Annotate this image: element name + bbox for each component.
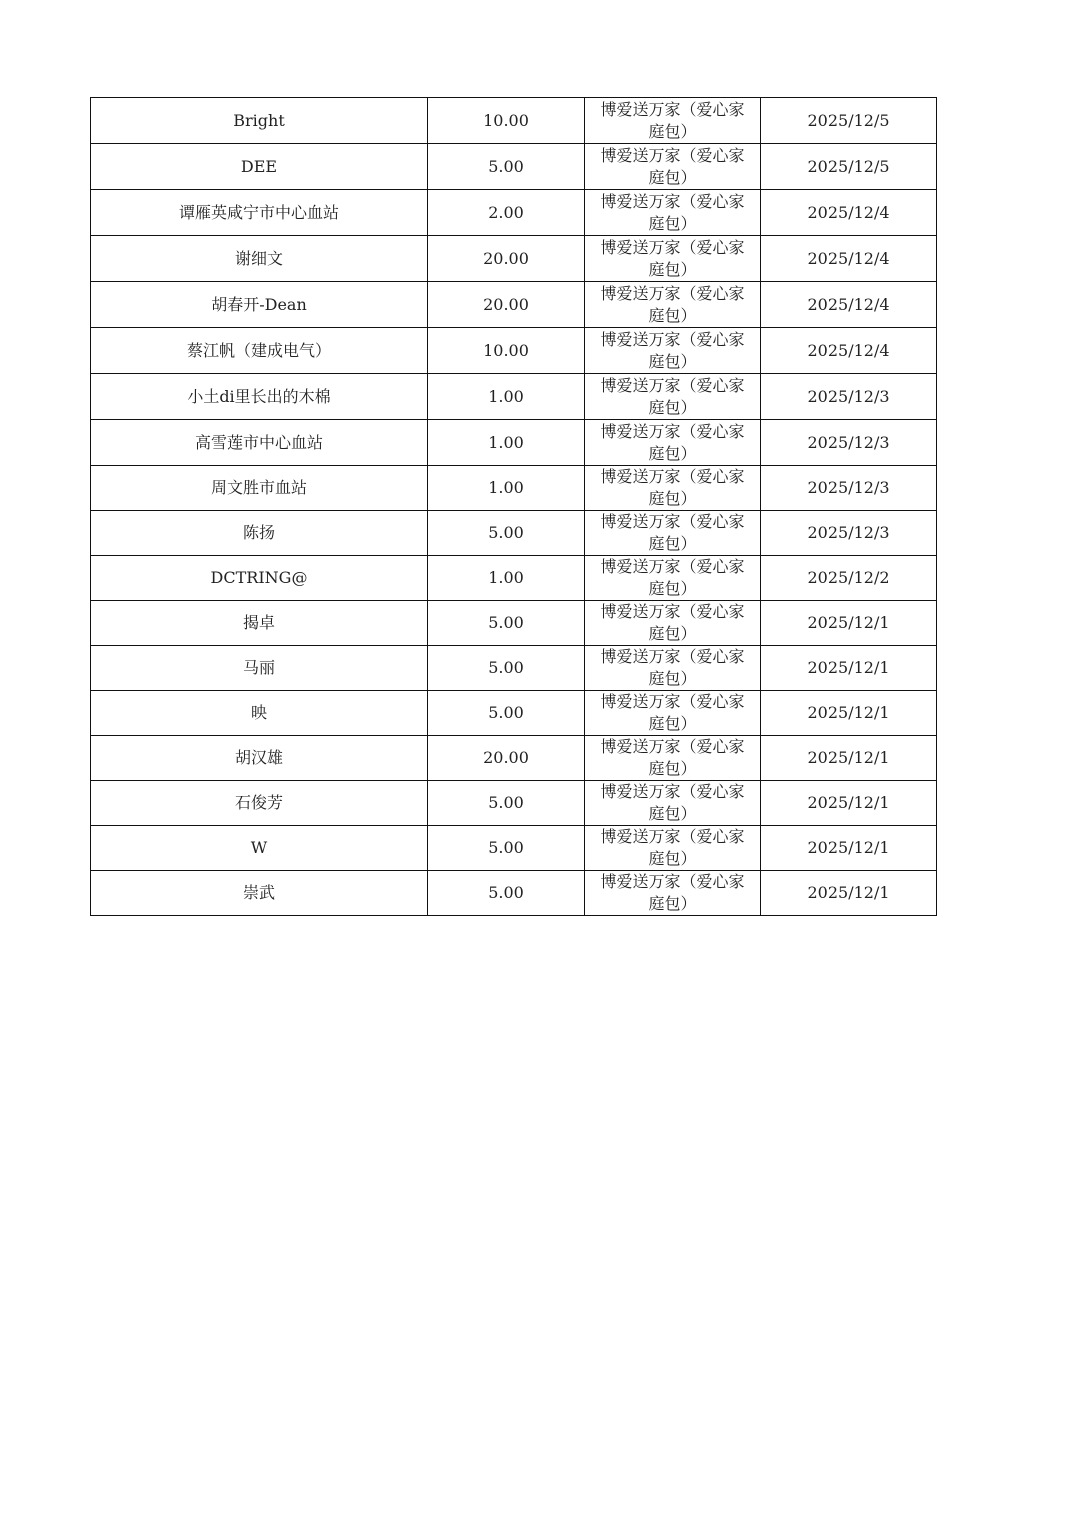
purpose-line-2: 庭包） [648,489,697,508]
amount-cell: 20.00 [428,236,585,282]
table-row [91,466,937,511]
amount-cell: 5.00 [428,601,585,646]
donor-name-cell: 胡汉雄 [91,736,428,781]
purpose-line-1: 博爱送万家（爱心家 [600,145,745,165]
purpose-line-2: 庭包） [648,121,697,141]
purpose-cell [585,511,761,556]
date-cell: 2025/12/3 [761,511,937,556]
purpose-line-1: 博爱送万家（爱心家 [600,237,745,257]
amount-cell: 5.00 [428,826,585,871]
purpose-cell [585,466,761,511]
amount-cell: 5.00 [428,646,585,691]
donor-name-cell: DEE [91,144,428,190]
table-row [91,691,937,736]
donor-name-cell: DCTRING@ [91,556,428,601]
amount-cell: 5.00 [428,781,585,826]
purpose-cell [585,144,761,190]
purpose-line-1: 博爱送万家（爱心家 [600,99,745,119]
table-row [91,556,937,601]
amount-cell: 5.00 [428,691,585,736]
table-row [91,601,937,646]
table-row [91,374,937,420]
purpose-line-2: 庭包） [648,849,697,868]
table-row [91,98,937,144]
donor-name-cell: 石俊芳 [91,781,428,826]
donor-name-cell: 谭雁英咸宁市中心血站 [91,190,428,236]
table-row [91,736,937,781]
date-cell: 2025/12/1 [761,871,937,916]
purpose-line-2: 庭包） [648,759,697,778]
purpose-line-1: 博爱送万家（爱心家 [600,512,745,531]
purpose-line-1: 博爱送万家（爱心家 [600,647,745,666]
donor-name-cell: 高雪莲市中心血站 [91,420,428,466]
date-cell: 2025/12/1 [761,781,937,826]
purpose-cell [585,691,761,736]
date-cell: 2025/12/5 [761,144,937,190]
purpose-cell [585,190,761,236]
purpose-cell [585,736,761,781]
table-row [91,282,937,328]
purpose-line-2: 庭包） [648,167,697,187]
amount-cell: 10.00 [428,328,585,374]
donor-name-cell: 胡春开-Dean [91,282,428,328]
donor-name-cell: 马丽 [91,646,428,691]
purpose-cell [585,328,761,374]
purpose-line-2: 庭包） [648,804,697,823]
date-cell: 2025/12/1 [761,601,937,646]
purpose-line-2: 庭包） [648,305,697,325]
donor-name-cell: 陈扬 [91,511,428,556]
purpose-line-2: 庭包） [648,579,697,598]
purpose-line-2: 庭包） [648,259,697,279]
purpose-line-1: 博爱送万家（爱心家 [600,557,745,576]
amount-cell: 1.00 [428,374,585,420]
date-cell: 2025/12/3 [761,466,937,511]
date-cell: 2025/12/4 [761,190,937,236]
donor-name-cell: 小土di里长出的木棉 [91,374,428,420]
table-row [91,871,937,916]
date-cell: 2025/12/4 [761,328,937,374]
donor-name-cell: 谢细文 [91,236,428,282]
purpose-line-1: 博爱送万家（爱心家 [600,782,745,801]
purpose-line-2: 庭包） [648,714,697,733]
purpose-cell [585,871,761,916]
date-cell: 2025/12/3 [761,374,937,420]
donor-name-cell: 映 [91,691,428,736]
date-cell: 2025/12/4 [761,236,937,282]
purpose-cell [585,282,761,328]
table-row [91,511,937,556]
table-row [91,144,937,190]
donor-name-cell: 周文胜市血站 [91,466,428,511]
date-cell: 2025/12/1 [761,691,937,736]
purpose-line-1: 博爱送万家（爱心家 [600,467,745,486]
date-cell: 2025/12/4 [761,282,937,328]
purpose-line-1: 博爱送万家（爱心家 [600,827,745,846]
amount-cell: 2.00 [428,190,585,236]
date-cell: 2025/12/1 [761,826,937,871]
purpose-cell [585,556,761,601]
table-row [91,781,937,826]
purpose-line-1: 博爱送万家（爱心家 [600,329,745,349]
purpose-line-1: 博爱送万家（爱心家 [600,191,745,211]
date-cell: 2025/12/5 [761,98,937,144]
purpose-cell [585,420,761,466]
purpose-line-2: 庭包） [648,534,697,553]
donation-table-body [91,98,937,916]
date-cell: 2025/12/1 [761,736,937,781]
donor-name-cell: Bright [91,98,428,144]
amount-cell: 1.00 [428,420,585,466]
table-row [91,236,937,282]
amount-cell: 5.00 [428,871,585,916]
amount-cell: 20.00 [428,282,585,328]
purpose-cell [585,236,761,282]
purpose-line-1: 博爱送万家（爱心家 [600,421,745,441]
table-row [91,826,937,871]
date-cell: 2025/12/3 [761,420,937,466]
date-cell: 2025/12/2 [761,556,937,601]
purpose-cell [585,646,761,691]
purpose-line-2: 庭包） [648,213,697,233]
table-row [91,190,937,236]
table-row [91,420,937,466]
purpose-cell [585,601,761,646]
amount-cell: 10.00 [428,98,585,144]
purpose-line-1: 博爱送万家（爱心家 [600,283,745,303]
purpose-line-2: 庭包） [648,397,697,417]
purpose-line-2: 庭包） [648,669,697,688]
date-cell: 2025/12/1 [761,646,937,691]
purpose-line-1: 博爱送万家（爱心家 [600,602,745,621]
amount-cell: 1.00 [428,556,585,601]
purpose-line-1: 博爱送万家（爱心家 [600,872,745,891]
table-row [91,328,937,374]
donation-table [90,97,937,916]
amount-cell: 1.00 [428,466,585,511]
purpose-cell [585,781,761,826]
purpose-line-2: 庭包） [648,443,697,463]
purpose-cell [585,826,761,871]
purpose-line-1: 博爱送万家（爱心家 [600,737,745,756]
purpose-line-1: 博爱送万家（爱心家 [600,375,745,395]
purpose-line-2: 庭包） [648,894,697,913]
donor-name-cell: W [91,826,428,871]
purpose-line-2: 庭包） [648,624,697,643]
table-row [91,646,937,691]
amount-cell: 20.00 [428,736,585,781]
donor-name-cell: 崇武 [91,871,428,916]
purpose-cell [585,98,761,144]
amount-cell: 5.00 [428,511,585,556]
purpose-line-1: 博爱送万家（爱心家 [600,692,745,711]
amount-cell: 5.00 [428,144,585,190]
donor-name-cell: 揭卓 [91,601,428,646]
purpose-line-2: 庭包） [648,351,697,371]
purpose-cell [585,374,761,420]
donor-name-cell: 蔡江帆（建成电气） [91,328,428,374]
